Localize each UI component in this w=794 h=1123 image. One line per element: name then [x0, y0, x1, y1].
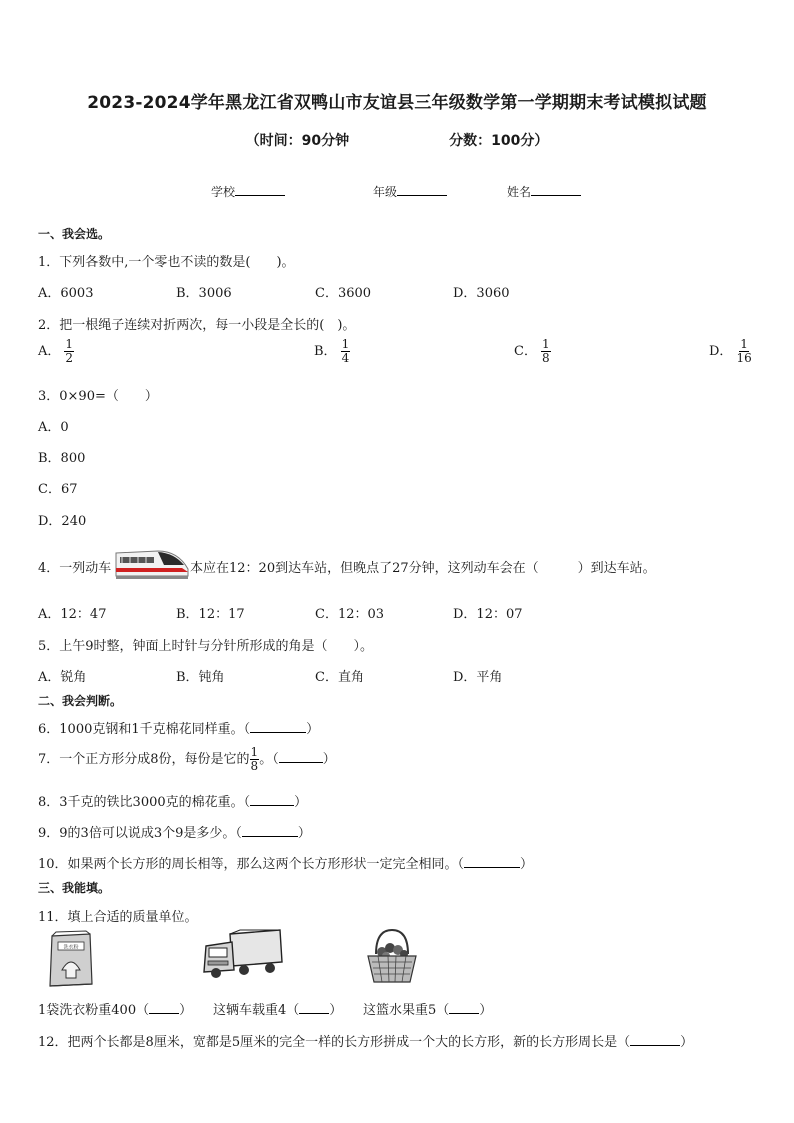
q4-option-d[interactable]: D．12：07	[453, 607, 523, 622]
q3-option-d[interactable]: D．240	[38, 514, 87, 529]
bullet-train-image	[114, 543, 190, 581]
exam-info	[0, 130, 794, 150]
q2-option-c[interactable]: C． $\frac{1}{8}$	[514, 337, 550, 366]
question-10: 10．如果两个长方形的周长相等，那么这两个长方形形状一定完全相同。（ ）	[38, 857, 534, 872]
answer-blank[interactable]	[630, 1034, 680, 1046]
answer-blank[interactable]	[250, 721, 306, 733]
answer-blank[interactable]	[279, 751, 323, 763]
question-3: 3．0×90=（ ）	[38, 389, 158, 404]
fraction: $\frac{1}{8}$	[250, 745, 259, 774]
q11-item-3: 这篮水果重5（ ）	[363, 1003, 493, 1018]
answer-blank[interactable]	[149, 1002, 179, 1014]
q2-option-d[interactable]: D． $\frac{1}{16}$	[709, 337, 752, 366]
question-5: 5．上午9时整，钟面上时针与分针所形成的角是（ ）。	[38, 639, 374, 654]
q4-option-a[interactable]: A．12：47	[38, 607, 107, 622]
q5-option-b[interactable]: B．钝角	[176, 670, 225, 685]
answer-blank[interactable]	[242, 825, 298, 837]
q11-item-1: 1袋洗衣粉重400（ ）	[38, 1003, 193, 1018]
question-11: 11．填上合适的质量单位。	[38, 910, 198, 925]
q3-option-c[interactable]: C．67	[38, 482, 78, 497]
answer-blank[interactable]	[464, 856, 520, 868]
q1-option-a[interactable]: A．6003	[38, 286, 94, 301]
page-title: 2023-2024学年黑龙江省双鸭山市友谊县三年级数学第一学期期末考试模拟试题	[87, 93, 707, 113]
q5-option-d[interactable]: D．平角	[453, 670, 503, 685]
q3-option-a[interactable]: A．0	[38, 420, 69, 435]
fraction: $\frac{1}{8}$	[541, 337, 550, 366]
fraction: $\frac{1}{16}$	[736, 337, 752, 366]
score-info: 分数：100分）	[449, 133, 549, 149]
question-7: 7．一个正方形分成8份，每份是它的 $\frac{1}{8}$ 。（ ）	[38, 745, 336, 774]
name-field[interactable]: 姓名	[507, 183, 581, 200]
question-9: 9．9的3倍可以说成3个9是多少。（ ）	[38, 826, 311, 841]
q4-option-b[interactable]: B．12：17	[176, 607, 245, 622]
q5-option-c[interactable]: C．直角	[315, 670, 364, 685]
answer-blank[interactable]	[250, 794, 294, 806]
q1-option-c[interactable]: C．3600	[315, 286, 372, 301]
grade-field[interactable]: 年级	[373, 183, 447, 200]
fraction: $\frac{1}{2}$	[65, 337, 74, 366]
fraction: $\frac{1}{4}$	[341, 337, 350, 366]
question-12: 12．把两个长都是8厘米，宽都是5厘米的完全一样的长方形拼成一个大的长方形，新的长方形周长是（ ）	[38, 1035, 694, 1050]
section-heading-3: 三、我能填。	[38, 881, 111, 895]
q4-text-before: 4．一列动车	[38, 561, 112, 576]
detergent-bag-image	[46, 930, 96, 990]
q2-option-b[interactable]: B． $\frac{1}{4}$	[314, 337, 350, 366]
section-heading-1: 一、我会选。	[38, 227, 111, 241]
question-1: 1．下列各数中,一个零也不读的数是( )。	[38, 255, 295, 270]
time-info: （时间：90分钟	[245, 133, 350, 149]
q4-option-c[interactable]: C．12：03	[315, 607, 385, 622]
answer-blank[interactable]	[299, 1002, 329, 1014]
q1-option-d[interactable]: D．3060	[453, 286, 510, 301]
truck-image	[200, 928, 284, 980]
q1-option-b[interactable]: B．3006	[176, 286, 232, 301]
q2-option-a[interactable]: A． $\frac{1}{2}$	[38, 337, 74, 366]
section-heading-2: 二、我会判断。	[38, 694, 123, 708]
fruit-basket-image	[364, 926, 420, 986]
question-8: 8．3千克的铁比3000克的棉花重。（ ）	[38, 795, 308, 810]
svg-text:洗衣粉: 洗衣粉	[63, 944, 79, 951]
question-2: 2．把一根绳子连续对折两次，每一小段是全长的( )。	[38, 318, 356, 333]
q5-option-a[interactable]: A．锐角	[38, 670, 87, 685]
answer-blank[interactable]	[449, 1002, 479, 1014]
question-6: 6．1000克钢和1千克棉花同样重。（ ）	[38, 722, 320, 737]
q4-text-after: 本应在12：20到达车站，但晚点了27分钟，这列动车会在（ ）到达车站。	[190, 561, 656, 576]
school-field[interactable]: 学校	[211, 183, 285, 200]
q3-option-b[interactable]: B．800	[38, 451, 86, 466]
q11-item-2: 这辆车载重4（ ）	[213, 1003, 343, 1018]
